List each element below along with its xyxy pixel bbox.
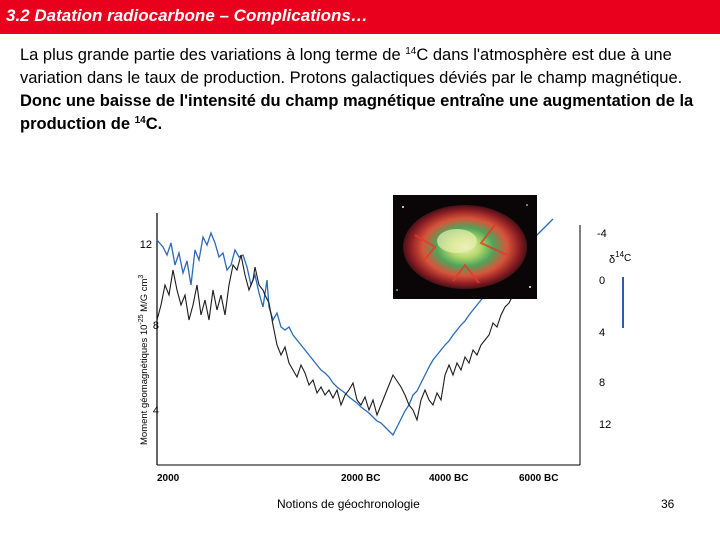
- crab-nebula-photo: [393, 195, 537, 299]
- right-tick: 12: [599, 419, 612, 431]
- slide-body: [20, 44, 710, 136]
- left-tick: 4: [152, 405, 159, 417]
- paragraph-2: Donc une baisse de l'intensité du champ magnétique entraîne une augmentation de la production de $^{14}$C.: [20, 92, 694, 133]
- page-number: 36: [661, 497, 675, 511]
- right-tick: 4: [599, 327, 606, 339]
- slide-title: 3.2 Datation radiocarbone – Complications…: [6, 6, 368, 25]
- right-tick: 0: [599, 275, 606, 287]
- right-tick: -4: [597, 228, 607, 240]
- right-tick: 8: [599, 377, 606, 389]
- figure-svg: [135, 195, 635, 490]
- x-tick: 2000: [157, 473, 180, 484]
- y-left-label: Moment géomagnétiques $10^{-25}$ M/G $cm^3$: [138, 274, 150, 445]
- geomagnetic-figure: [135, 195, 635, 490]
- left-tick: 12: [139, 239, 152, 251]
- title-bar: [0, 0, 720, 34]
- left-tick: 8: [152, 320, 159, 332]
- x-tick: 6000 BC: [519, 473, 559, 484]
- paragraph-1: La plus grande partie des variations à long terme de $^{14}$C dans l'atmosphère est due à une variation dans le taux de production. Protons galactiques déviés par le champ magnétique.: [20, 46, 683, 87]
- x-tick: 4000 BC: [429, 473, 469, 484]
- x-tick: 2000 BC: [341, 473, 381, 484]
- y-right-label: $\delta^{14}C$: [609, 250, 632, 266]
- footer-course-title: Notions de géochronologie: [277, 497, 420, 511]
